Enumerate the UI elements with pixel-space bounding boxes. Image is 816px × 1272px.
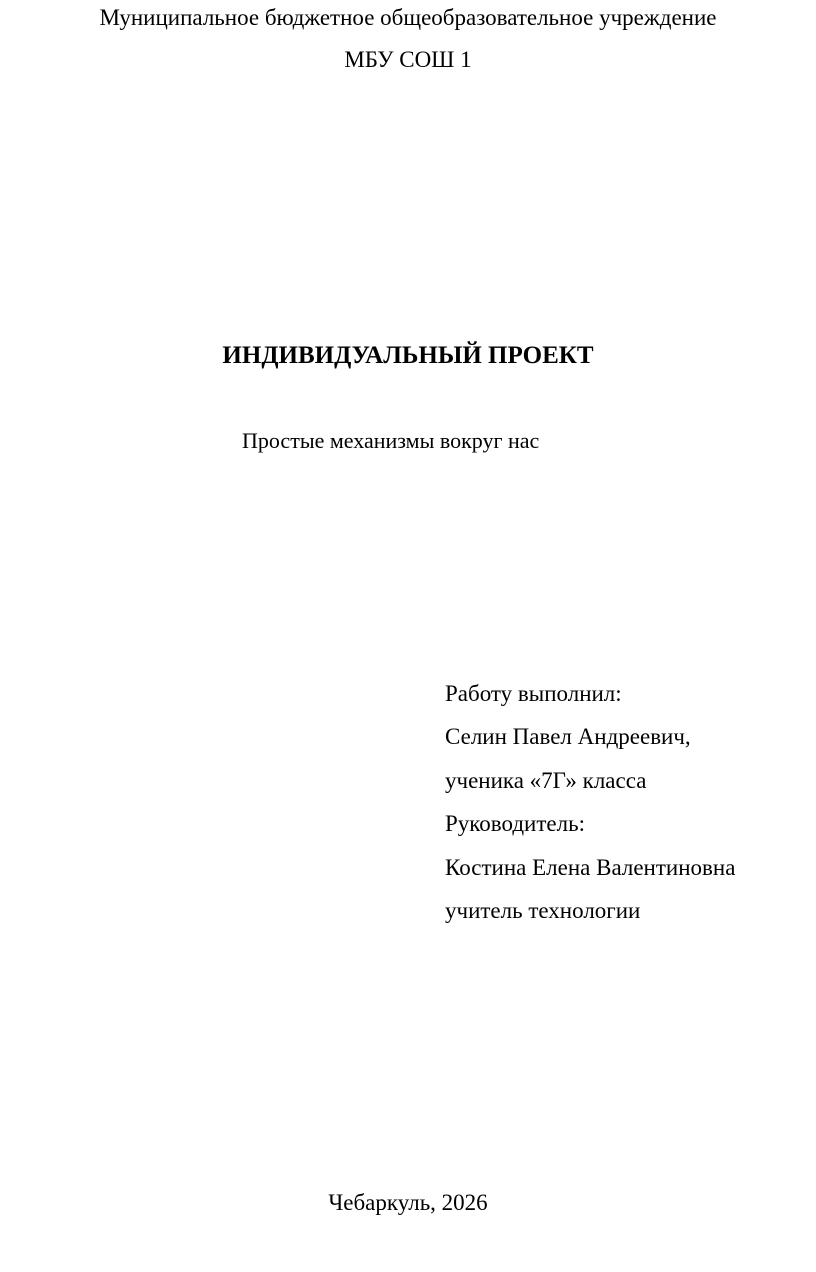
project-topic: Простые механизмы вокруг нас [242, 428, 540, 453]
student-name: Селин Павел Андреевич, [445, 724, 691, 750]
done-by-label: Работу выполнил: [445, 681, 622, 706]
author-info-block [445, 680, 805, 940]
school-name: МБУ СОШ 1 [344, 47, 472, 72]
city-year: Чебаркуль, 2026 [328, 1190, 488, 1215]
supervisor-label: Руководитель: [445, 811, 585, 837]
institution-name: Муниципальное бюджетное общеобразовательное учреждение [99, 5, 717, 30]
student-class: ученика «7Г» класса [445, 767, 647, 793]
supervisor-role: учитель технологии [445, 897, 641, 923]
project-title: ИНДИВИДУАЛЬНЫЙ ПРОЕКТ [222, 342, 594, 369]
supervisor-name: Костина Елена Валентиновна [445, 854, 736, 880]
